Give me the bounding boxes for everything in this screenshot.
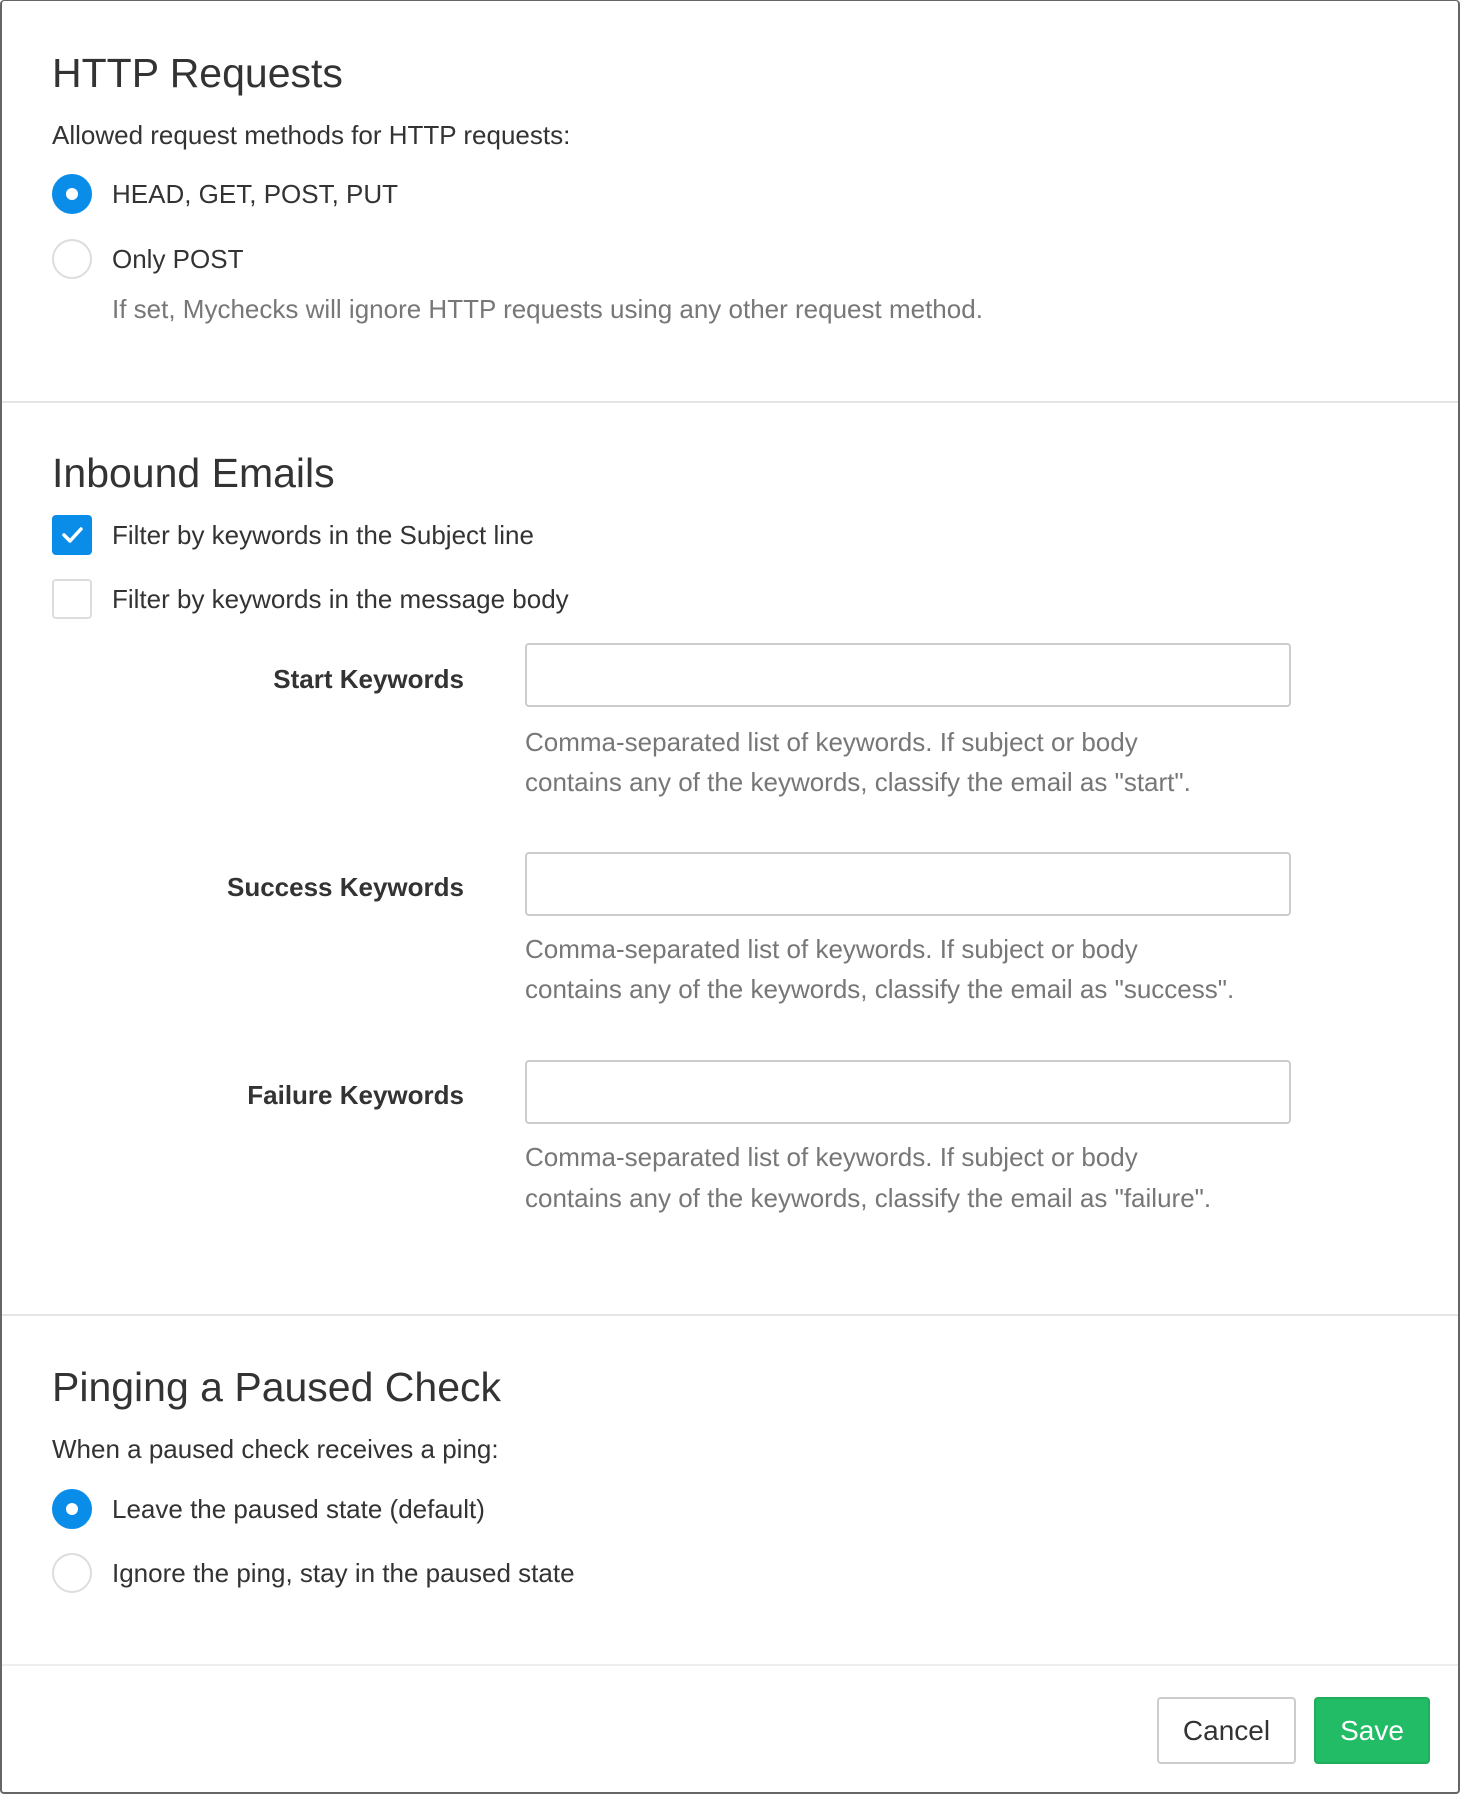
failure-keywords-help-2: contains any of the keywords, classify the email as "failure". — [525, 1183, 1212, 1213]
start-keywords-input[interactable] — [525, 643, 1291, 707]
success-keywords-help-2: contains any of the keywords, classify the email as "success". — [525, 974, 1235, 1004]
email-section-title: Inbound Emails — [52, 450, 335, 496]
success-keywords-label: Success Keywords — [226, 872, 464, 902]
radio-ignore-ping[interactable] — [52, 1553, 92, 1593]
success-keywords-input[interactable] — [525, 852, 1291, 916]
radio-http-all-methods[interactable] — [52, 174, 92, 214]
checkmark-icon — [54, 517, 90, 553]
footer-divider — [2, 1664, 1458, 1666]
checkbox-filter-subject[interactable] — [52, 515, 92, 555]
start-keywords-label: Start Keywords — [273, 664, 464, 694]
paused-prompt: When a paused check receives a ping: — [52, 1434, 499, 1464]
failure-keywords-label: Failure Keywords — [247, 1080, 464, 1110]
radio-label[interactable]: Only POST — [112, 244, 244, 274]
radio-label[interactable]: HEAD, GET, POST, PUT — [112, 179, 399, 209]
radio-label[interactable]: Leave the paused state (default) — [112, 1494, 485, 1524]
failure-keywords-help-1: Comma-separated list of keywords. If subject or body — [525, 1142, 1138, 1172]
success-keywords-help-1: Comma-separated list of keywords. If subject or body — [525, 934, 1138, 964]
save-button[interactable]: Save — [1314, 1697, 1430, 1764]
http-prompt: Allowed request methods for HTTP requests: — [52, 120, 571, 150]
http-section-title: HTTP Requests — [52, 50, 343, 96]
checkbox-filter-body[interactable] — [52, 579, 92, 619]
start-keywords-help-1: Comma-separated list of keywords. If subject or body — [525, 727, 1138, 757]
radio-http-only-post[interactable] — [52, 239, 92, 279]
checkbox-label[interactable]: Filter by keywords in the Subject line — [112, 520, 534, 550]
start-keywords-help-2: contains any of the keywords, classify the email as "start". — [525, 767, 1191, 797]
failure-keywords-input[interactable] — [525, 1060, 1291, 1124]
http-help-text: If set, Mychecks will ignore HTTP requests using any other request method. — [112, 294, 983, 324]
section-divider — [2, 401, 1458, 403]
radio-leave-paused[interactable] — [52, 1489, 92, 1529]
section-divider — [2, 1314, 1458, 1316]
checkbox-label[interactable]: Filter by keywords in the message body — [112, 584, 569, 614]
cancel-button[interactable]: Cancel — [1157, 1697, 1296, 1764]
paused-section-title: Pinging a Paused Check — [52, 1364, 502, 1410]
radio-label[interactable]: Ignore the ping, stay in the paused state — [112, 1558, 575, 1588]
